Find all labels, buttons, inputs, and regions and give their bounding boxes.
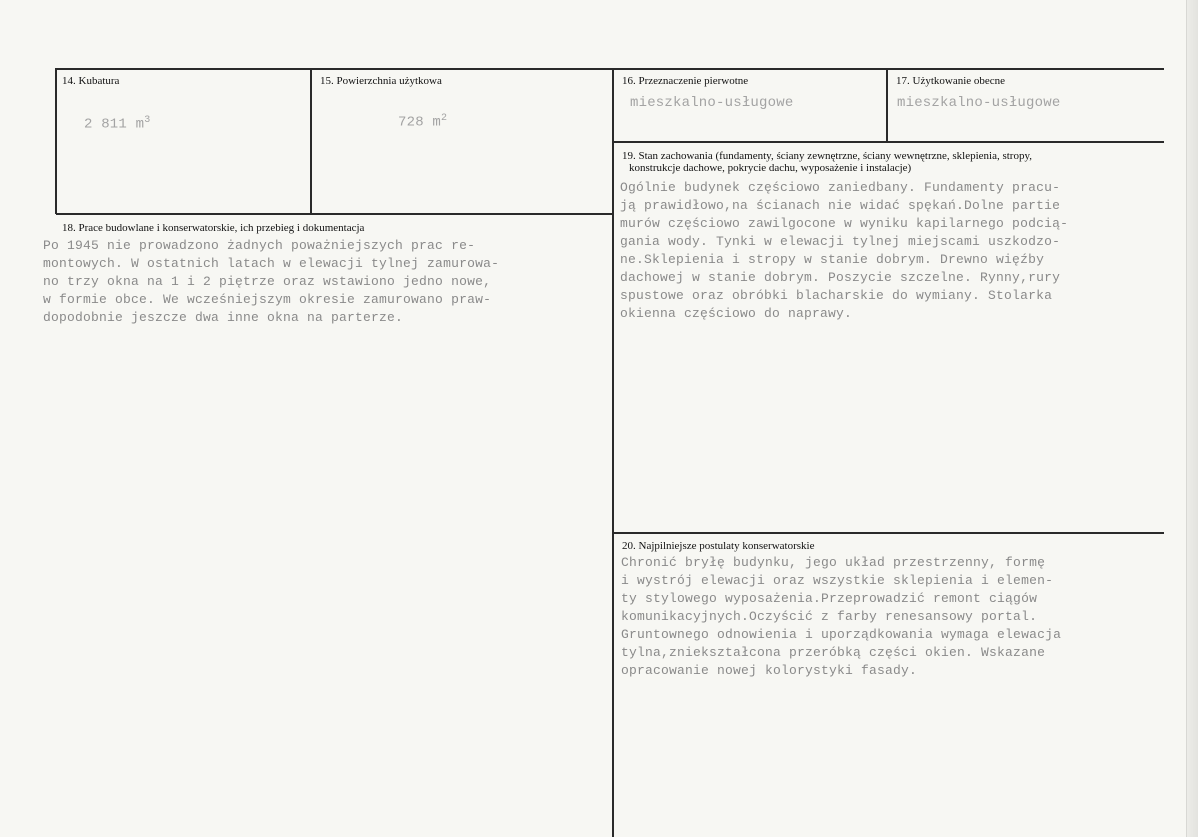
field-16-label: 16. Przeznaczenie pierwotne bbox=[622, 75, 749, 87]
field-18-label: 18. Prace budowlane i konserwatorskie, ich przebieg i dokumentacja bbox=[62, 222, 365, 234]
text-line: Ogólnie budynek częściowo zaniedbany. Fundamenty pracu- bbox=[620, 180, 1061, 195]
left-border bbox=[55, 68, 57, 214]
field-15-label: 15. Powierzchnia użytkowa bbox=[320, 75, 442, 87]
divider-row-14-18 bbox=[56, 213, 613, 215]
text-line: opracowanie nowej kolorystyki fasady. bbox=[621, 663, 918, 678]
field-20-label: 20. Najpilniejsze postulaty konserwatorskie bbox=[622, 540, 815, 552]
field-15-value bbox=[398, 110, 447, 132]
field-18-text bbox=[43, 237, 608, 327]
top-border bbox=[56, 68, 1164, 70]
text-line: no trzy okna na 1 i 2 piętrze oraz wstawiono jedno nowe, bbox=[43, 274, 492, 289]
text-line: tylna,zniekształcona przeróbką części okien. Wskazane bbox=[621, 645, 1046, 660]
card-edge-shadow bbox=[1186, 0, 1198, 837]
divider-row-19-20 bbox=[613, 532, 1164, 534]
area-value: 728 m bbox=[398, 114, 442, 131]
field-19-text bbox=[620, 179, 1186, 323]
text-line: montowych. W ostatnich latach w elewacji tylnej zamurowa- bbox=[43, 256, 500, 271]
text-line: Gruntownego odnowienia i uporządkowania wymaga elewacja bbox=[621, 627, 1062, 642]
field-17-label: 17. Użytkowanie obecne bbox=[896, 75, 1006, 87]
text-line: w formie obce. We wcześniejszym okresie zamurowano praw- bbox=[43, 292, 492, 307]
field-14-label: 14. Kubatura bbox=[62, 75, 120, 87]
text-line: Chronić bryłę budynku, jego układ przestrzenny, formę bbox=[621, 555, 1046, 570]
area-unit-exponent: 2 bbox=[441, 113, 448, 124]
field-20-text bbox=[621, 554, 1187, 680]
text-line: ty stylowego wyposażenia.Przeprowadzić remont ciągów bbox=[621, 591, 1038, 606]
text-line: i wystrój elewacji oraz wszystkie sklepienia i elemen- bbox=[621, 573, 1054, 588]
field-17-value: mieszkalno-usługowe bbox=[897, 95, 1061, 111]
text-line: gania wody. Tynki w elewacji tylnej miejscami uszkodzo- bbox=[620, 234, 1061, 249]
text-line: murów częściowo zawilgocone w wyniku kapilarnego podcią- bbox=[620, 216, 1069, 231]
text-line: spustowe oraz obróbki blacharskie do wymiany. Stolarka bbox=[620, 288, 1053, 303]
text-line: okienna częściowo do naprawy. bbox=[620, 306, 853, 321]
field-14-value bbox=[84, 112, 150, 134]
text-line: komunikacyjnych.Oczyścić z farby renesansowy portal. bbox=[621, 609, 1038, 624]
text-line: dachowej w stanie dobrym. Poszycie szczelne. Rynny,rury bbox=[620, 270, 1061, 285]
text-line: dopodobnie jeszcze dwa inne okna na parterze. bbox=[43, 310, 404, 325]
center-divider bbox=[612, 68, 614, 837]
divider-16-17 bbox=[886, 68, 888, 142]
field-19-label-line-1: 19. Stan zachowania (fundamenty, ściany zewnętrzne, ściany wewnętrzne, sklepienia, stropy, bbox=[622, 150, 1033, 162]
divider-row-16-19 bbox=[613, 141, 1164, 143]
volume-unit-exponent: 3 bbox=[144, 115, 151, 126]
text-line: ją prawidłowo,na ścianach nie widać spękań.Dolne partie bbox=[620, 198, 1061, 213]
volume-value: 2 811 m bbox=[84, 116, 145, 133]
text-line: ne.Sklepienia i stropy w stanie dobrym. Drewno więźby bbox=[620, 252, 1045, 267]
field-19-label-line-2: konstrukcje dachowe, pokrycie dachu, wyposażenie i instalacje) bbox=[629, 162, 912, 174]
field-16-value: mieszkalno-usługowe bbox=[630, 95, 794, 111]
divider-14-15 bbox=[310, 68, 312, 214]
text-line: Po 1945 nie prowadzono żadnych poważniejszych prac re- bbox=[43, 238, 476, 253]
